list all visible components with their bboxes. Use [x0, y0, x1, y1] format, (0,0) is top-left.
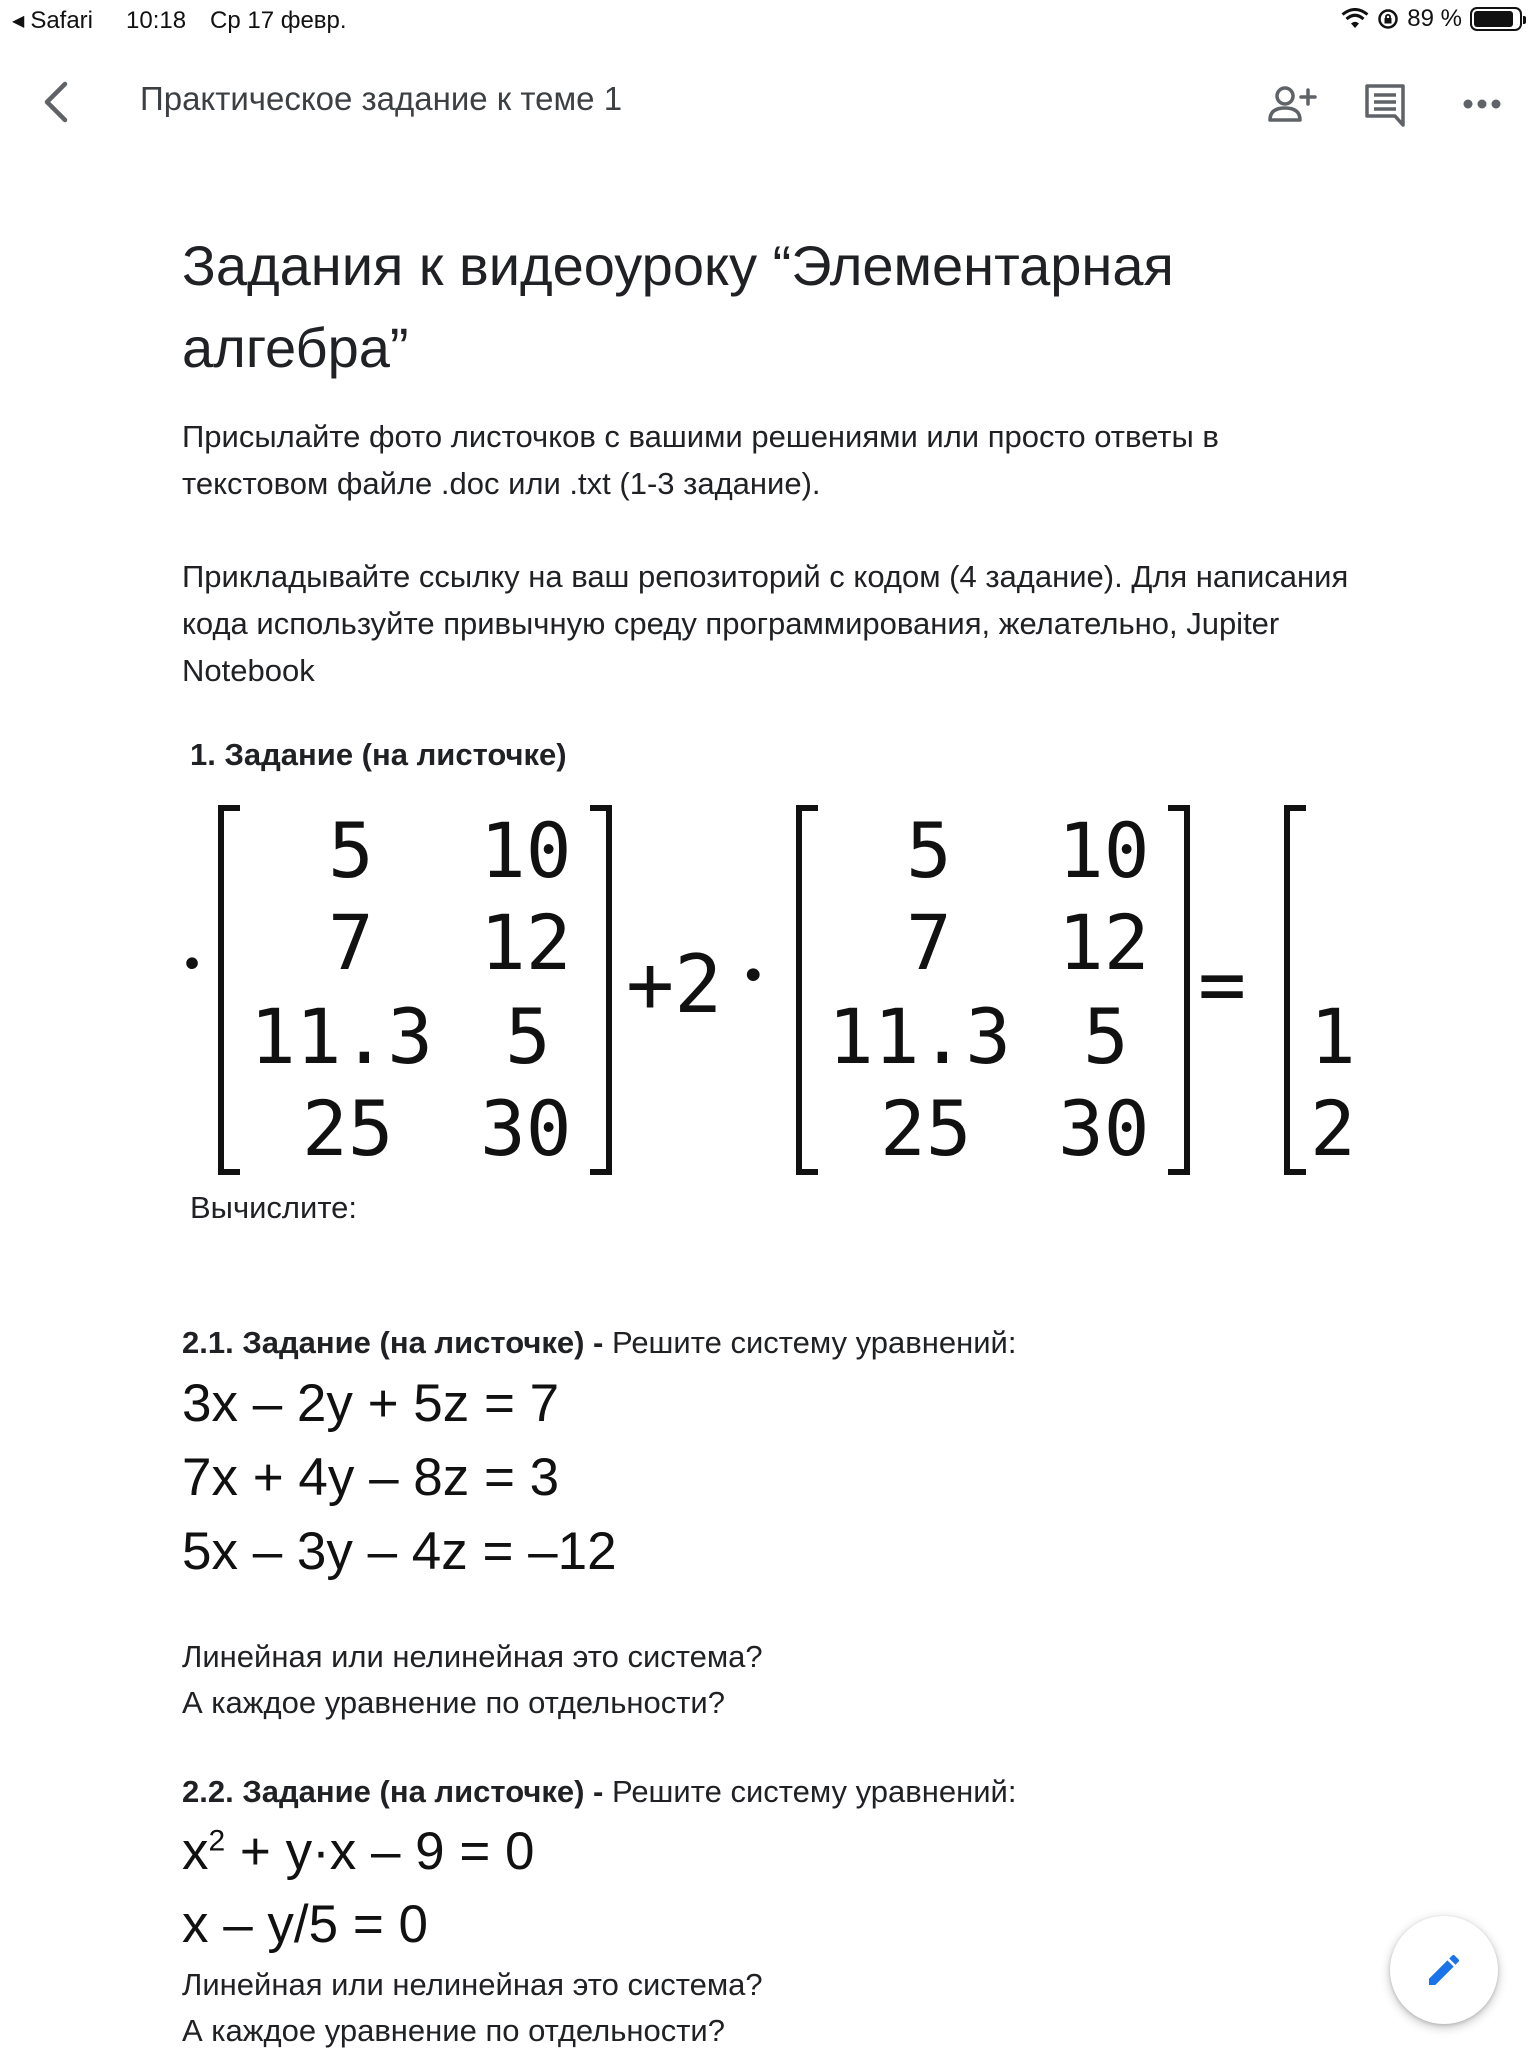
task22-eq1-exponent: 2 — [208, 1824, 226, 1858]
matrix1-cell: 30 — [480, 1084, 572, 1173]
matrix2-right-bracket — [1168, 805, 1190, 1175]
matrix1-cell: 25 — [302, 1084, 394, 1173]
task21-title-bold: 2.1. Задание (на листочке) - — [182, 1325, 604, 1360]
matrix2-cell: 5 — [1083, 992, 1129, 1081]
status-bar — [0, 0, 1536, 40]
task22-title — [182, 1774, 1016, 1810]
back-to-safari[interactable] — [12, 7, 93, 35]
matrix1-cell: 10 — [480, 806, 572, 895]
equals-sign: = — [1198, 938, 1247, 1031]
wifi-icon — [1341, 8, 1369, 30]
matrix2-cell: 5 — [906, 806, 952, 895]
share-button[interactable] — [1262, 74, 1322, 134]
task21-title-rest: Решите систему уравнений: — [603, 1325, 1017, 1360]
multiply-dot: • — [740, 951, 767, 1002]
matrix2-cell: 25 — [880, 1084, 972, 1173]
app-header — [0, 56, 1536, 146]
pencil-icon — [1424, 1950, 1464, 1990]
person-add-icon — [1267, 84, 1317, 124]
result-cell: 1 — [1310, 992, 1356, 1081]
matrix1-cell: 5 — [328, 806, 374, 895]
task22-eq1-rest: + y·x – 9 = 0 — [225, 1822, 535, 1881]
task22-eq1-base: x — [182, 1822, 209, 1881]
result-left-bracket — [1284, 805, 1306, 1175]
task21-title — [182, 1325, 1016, 1361]
task22-equation — [182, 1822, 535, 1881]
more-options-button[interactable] — [1452, 74, 1512, 134]
document-title: Практическое задание к теме 1 — [140, 80, 623, 117]
task22-question: А каждое уравнение по отдельности? — [182, 2013, 725, 2048]
task21-equation: 5x – 3y – 4z = –12 — [182, 1522, 617, 1581]
status-indicators — [1341, 5, 1522, 33]
task21-question: А каждое уравнение по отдельности? — [182, 1685, 725, 1720]
orientation-lock-icon — [1377, 8, 1399, 30]
compute-label: Вычислите: — [190, 1190, 358, 1225]
battery-level — [1474, 11, 1513, 27]
matrix1-cell: 11.3 — [250, 992, 434, 1081]
matrix2-cell: 30 — [1058, 1084, 1150, 1173]
matrix2-cell: 10 — [1058, 806, 1150, 895]
chevron-left-icon — [41, 80, 71, 124]
edit-fab-button[interactable] — [1390, 1916, 1498, 2024]
paragraph-instructions: Присылайте фото листочков с вашими решениями или просто ответы в текстовом файле .doc или .txt (1-3 задание). — [182, 419, 1219, 501]
task22-title-rest: Решите систему уравнений: — [603, 1774, 1017, 1809]
paragraph-repository: Прикладывайте ссылку на ваш репозиторий с кодом (4 задание). Для написания кода используйте привычную среду программирования, желательно, Jupiter Notebook — [182, 559, 1349, 688]
more-horiz-icon — [1462, 98, 1502, 110]
document-body — [182, 225, 1362, 694]
task21-equation: 7x + 4y – 8z = 3 — [182, 1448, 560, 1507]
matrix2-left-bracket — [796, 805, 818, 1175]
status-date: Ср 17 февр. — [210, 7, 347, 34]
back-app-label: Safari — [30, 7, 94, 34]
task22-equation: x – y/5 = 0 — [182, 1895, 429, 1954]
matrix-expression-image — [180, 795, 1370, 1175]
back-button[interactable] — [28, 74, 84, 130]
task1-title: 1. Задание (на листочке) — [190, 737, 567, 772]
matrix2-cell: 7 — [906, 898, 952, 987]
matrix1-right-bracket — [590, 805, 612, 1175]
matrix1-cell: 5 — [505, 992, 551, 1081]
battery-icon — [1470, 7, 1522, 31]
matrix1-cell: 12 — [480, 898, 572, 987]
matrix1-left-bracket — [218, 805, 240, 1175]
result-cell: 2 — [1310, 1084, 1356, 1173]
matrix2-cell: 11.3 — [828, 992, 1012, 1081]
plus-two: +2 — [626, 938, 723, 1031]
task21-question: Линейная или нелинейная это система? — [182, 1639, 763, 1674]
battery-percent: 89 % — [1407, 5, 1462, 32]
status-time: 10:18 — [126, 7, 187, 34]
task22-title-bold: 2.2. Задание (на листочке) - — [182, 1774, 604, 1809]
multiply-dot: • — [180, 942, 205, 988]
document-heading: Задания к видеоуроку “Элементарная алгебра” — [182, 234, 1174, 379]
matrix1-cell: 7 — [328, 898, 374, 987]
task21-equation: 3x – 2y + 5z = 7 — [182, 1374, 560, 1433]
matrix2-cell: 12 — [1058, 898, 1150, 987]
comment-icon — [1362, 81, 1408, 127]
comments-button[interactable] — [1355, 74, 1415, 134]
back-triangle-icon: ◀ — [12, 13, 25, 30]
task22-question: Линейная или нелинейная это система? — [182, 1967, 763, 2002]
